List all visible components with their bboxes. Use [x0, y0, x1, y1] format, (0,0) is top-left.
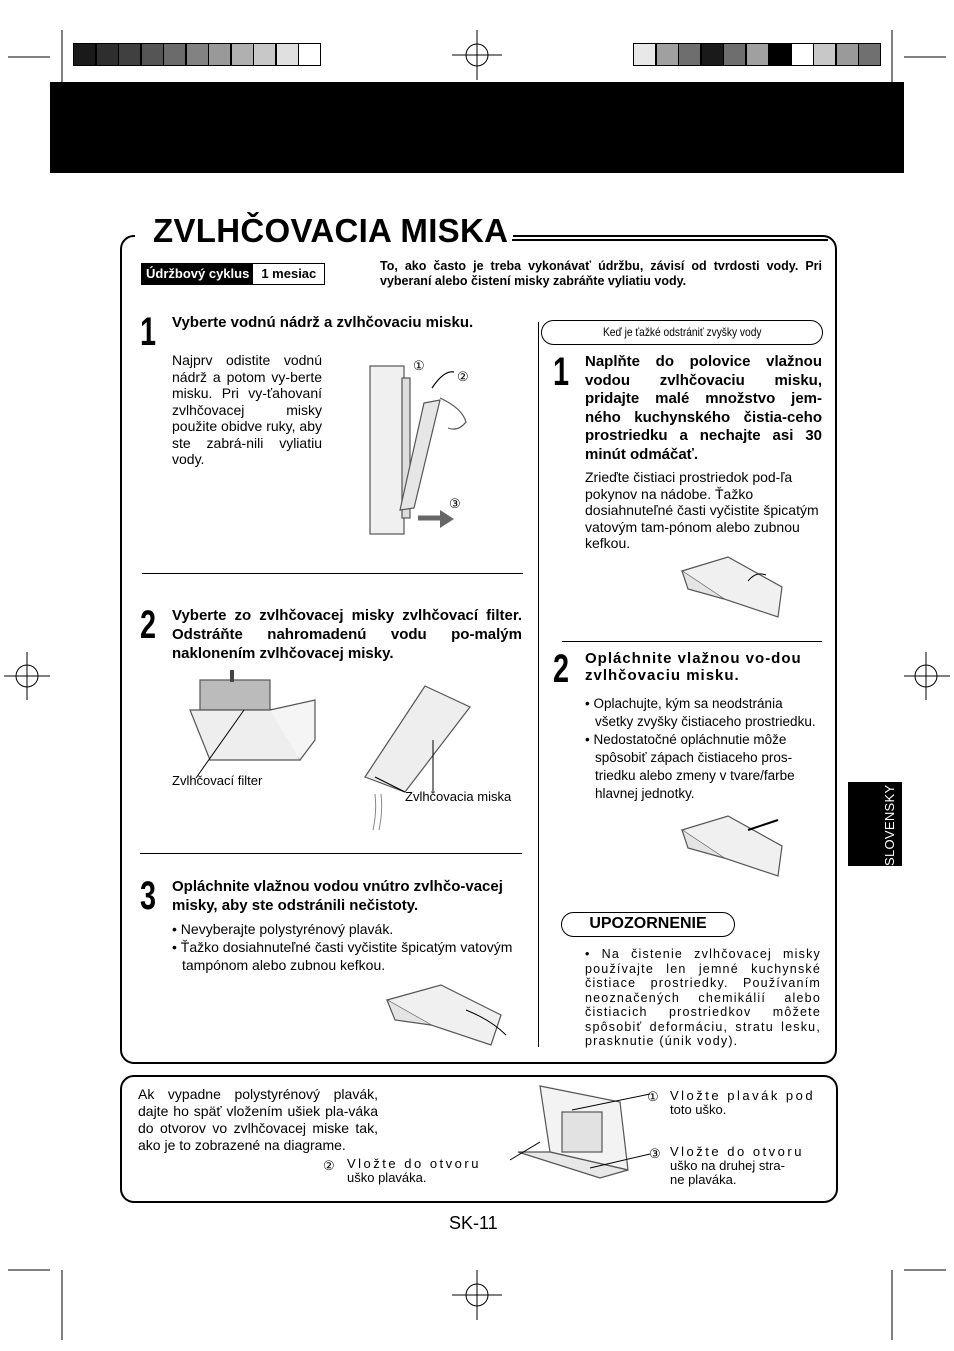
tray-caption: Zvlhčovacia miska [405, 789, 512, 804]
step-heading: Vyberte zo zvlhčovacej misky zvlhčovací filter. Odstráňte nahromadenú vodu po-malým naklonením zvlhčovacej misky. [172, 607, 522, 662]
language-side-tab [848, 782, 902, 866]
callout-2-line2: uško plaváka. [347, 1170, 427, 1185]
color-swatch [633, 43, 656, 66]
step-number: 2 [553, 647, 570, 691]
color-swatch [118, 43, 141, 66]
float-diagram-illustration [510, 1082, 650, 1182]
color-swatch [678, 43, 701, 66]
color-swatch [656, 43, 679, 66]
step-heading: Vyberte vodnú nádrž a zvlhčovaciu misku. [172, 314, 474, 331]
color-swatch [723, 43, 746, 66]
page-title: ZVLHČOVACIA MISKA [153, 212, 509, 249]
maintenance-cycle-badge [141, 263, 325, 285]
cycle-label: Údržbový cyklus [142, 264, 253, 284]
step-number: 2 [140, 603, 157, 647]
tray-rinse-illustration [678, 812, 788, 882]
color-swatch [791, 43, 814, 66]
step-body: Zrieďte čistiaci prostriedok pod-ľa pokynov na nádobe. Ťažko dosiahnuteľné časti vyčistite špicatým vatovým tam-pónom alebo zubnou kefkou. [585, 469, 819, 551]
bullet-item: • Oplachujte, kým sa neodstránia všetky zvyšky čistiaceho prostriedku. [585, 696, 816, 729]
color-swatch [836, 43, 859, 66]
color-swatch [73, 43, 96, 66]
warning-label: UPOZORNENIE [561, 912, 735, 937]
color-swatch [746, 43, 769, 66]
filter-caption: Zvlhčovací filter [172, 773, 263, 788]
step-divider [140, 853, 522, 854]
callout-3-line3: ne plaváka. [670, 1172, 737, 1187]
bullet-item: • Nedostatočné opláchnutie môže spôsobiť zápach čistiaceho pros-triedku alebo zmeny v tvare/farbe hlavnej jednotky. [585, 732, 795, 801]
color-swatch [186, 43, 209, 66]
color-swatch [163, 43, 186, 66]
color-swatch [298, 43, 321, 66]
callout-3-line1: Vložte do otvoru [670, 1144, 804, 1159]
color-swatch [253, 43, 276, 66]
marker-3: ③ [449, 496, 461, 511]
step-number: 1 [553, 350, 570, 394]
step-number: 1 [140, 310, 157, 354]
header-banner [50, 82, 904, 173]
title-rule [512, 239, 828, 241]
color-swatch [96, 43, 119, 66]
callout-2-number: ② [323, 1158, 335, 1173]
marker-1: ① [413, 358, 425, 373]
bullet-item: • Nevyberajte polystyrénový plavák. [172, 921, 394, 937]
color-swatch [231, 43, 254, 66]
step-heading: Opláchnite vlažnou vo-dou zvlhčovaciu misku. [585, 650, 802, 684]
intro-text: To, ako často je treba vykonávať údržbu, závisí od tvrdosti vody. Pri vyberaní alebo čistení misky zabráňte vyliatiu vody. [380, 259, 822, 288]
warning-text: • Na čistenie zvlhčovacej misky používajte len jemné kuchynské čistiace prostriedky. Používaním neoznačených chemikálií alebo čistiacich prostriedkov môžete spôsobiť deformáciu, stratu lesku, prasknutie (únik vody). [585, 947, 821, 1048]
callout-3-line2: uško na druhej stra- [670, 1158, 785, 1173]
scale-section-label: Keď je ťažké odstrániť zvyšky vody [602, 325, 762, 339]
bullet-item: • Ťažko dosiahnuteľné časti vyčistite špicatým vatovým tampónom alebo zubnou kefkou. [172, 939, 513, 973]
callout-1-line1: Vložte plavák pod [670, 1088, 816, 1103]
color-swatch [768, 43, 791, 66]
step-bullets [172, 920, 517, 974]
tray-cleaning-illustration [381, 980, 511, 1050]
step-heading: Naplňte do polovice vlažnou vodou zvlhčovaciu misku, pridajte malé množstvo jem-ného kuchynského čistia-ceho prostriedku a nechajte asi 30 minút odmáčať. [585, 353, 822, 463]
tray-tilt-illustration [365, 682, 485, 832]
color-swatch [701, 43, 724, 66]
color-swatch [813, 43, 836, 66]
callout-2-line1: Vložte do otvoru [347, 1156, 481, 1171]
callout-3-number: ③ [649, 1146, 661, 1161]
step-bullets [585, 695, 822, 803]
step-number: 3 [140, 874, 157, 918]
filter-removal-illustration [170, 670, 320, 780]
color-swatch [208, 43, 231, 66]
step-body: Najprv odistite vodnú nádrž a potom vy-berte misku. Pri vy-ťahovaní zvlhčovacej misky použite obidve ruky, aby ste zabrá-nili vyliatiu vody. [172, 352, 322, 467]
color-swatch [276, 43, 299, 66]
color-swatch [858, 43, 881, 66]
callout-1-line2: toto uško. [670, 1102, 727, 1117]
step-divider [142, 573, 523, 574]
column-divider [538, 322, 539, 1047]
scale-section-pill [541, 320, 823, 345]
step-divider [562, 641, 822, 642]
float-note-text: Ak vypadne polystyrénový plavák, dajte ho späť vložením ušiek pla-váka do otvorov vo zvlhčovacej miske tak, ako je to zobrazené na diagrame. [138, 1086, 378, 1153]
page-number: SK-11 [449, 1213, 498, 1233]
cycle-value: 1 mesiac [253, 264, 324, 284]
marker-2: ② [457, 369, 469, 384]
step-heading: Opláchnite vlažnou vodou vnútro zvlhčo-vacej misky, aby ste odstránili nečistoty. [172, 878, 503, 914]
callout-1-number: ① [647, 1089, 659, 1104]
color-swatch [141, 43, 164, 66]
side-tab-label: SLOVENSKY [882, 784, 897, 866]
tray-soaking-illustration [678, 553, 788, 623]
